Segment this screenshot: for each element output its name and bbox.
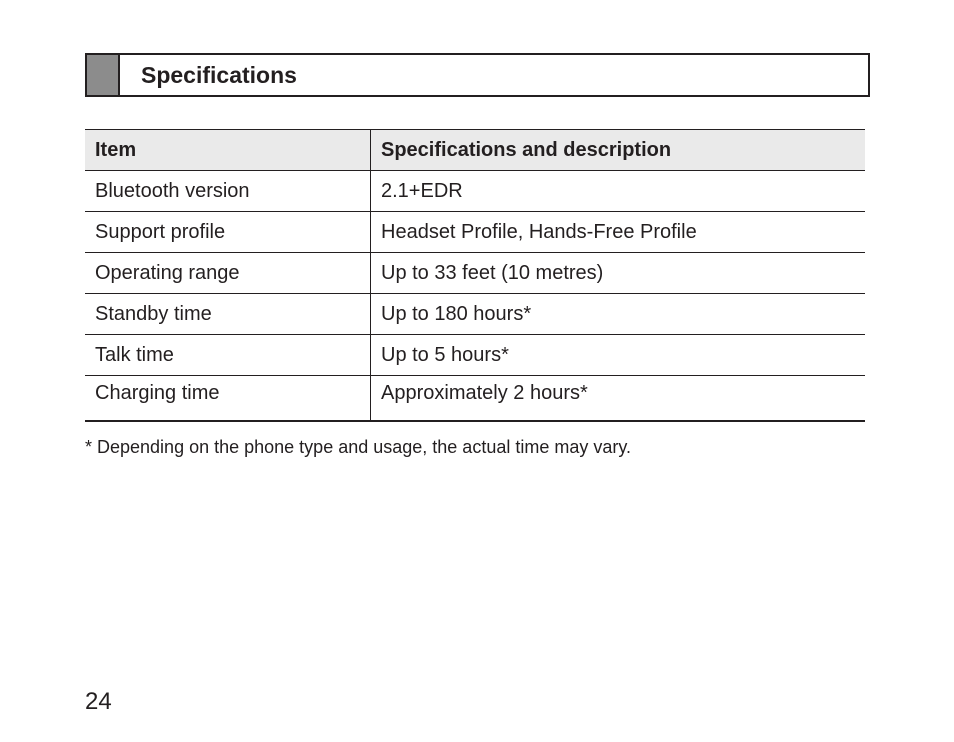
table-row (85, 212, 865, 253)
column-header-description: Specifications and description (381, 138, 672, 161)
table-cell-item: Support profile (85, 212, 371, 253)
footnote: * Depending on the phone type and usage, the actual time may vary. (85, 437, 632, 457)
column-header-item: Item (85, 130, 371, 171)
section-title: Specifications (141, 62, 297, 88)
section-header (85, 53, 870, 97)
table-cell-description: Up to 33 feet (10 metres) (381, 261, 604, 284)
section-header-tab (87, 55, 120, 95)
table-header-row (85, 130, 865, 171)
table-cell-item: Talk time (85, 335, 371, 376)
table-row (85, 294, 865, 335)
table-cell-item: Bluetooth version (85, 171, 371, 212)
table-cell-item: Operating range (85, 253, 371, 294)
table-cell-description: Headset Profile, Hands-Free Profile (381, 220, 697, 243)
page-number: 24 (85, 688, 112, 715)
table-cell-description: Approximately 2 hours* (381, 382, 588, 404)
table-row (85, 171, 865, 212)
table-header (85, 130, 865, 171)
table-cell-description: Up to 180 hours* (381, 302, 532, 325)
table-cell-description: 2.1+EDR (381, 179, 463, 202)
specifications-table (85, 129, 865, 422)
table-cell-item: Standby time (85, 294, 371, 335)
table-body (85, 171, 865, 421)
table-cell-item: Charging time (85, 376, 371, 421)
table-row (85, 376, 865, 421)
table-row (85, 335, 865, 376)
table-row (85, 253, 865, 294)
table-cell-description: Up to 5 hours* (381, 343, 509, 366)
